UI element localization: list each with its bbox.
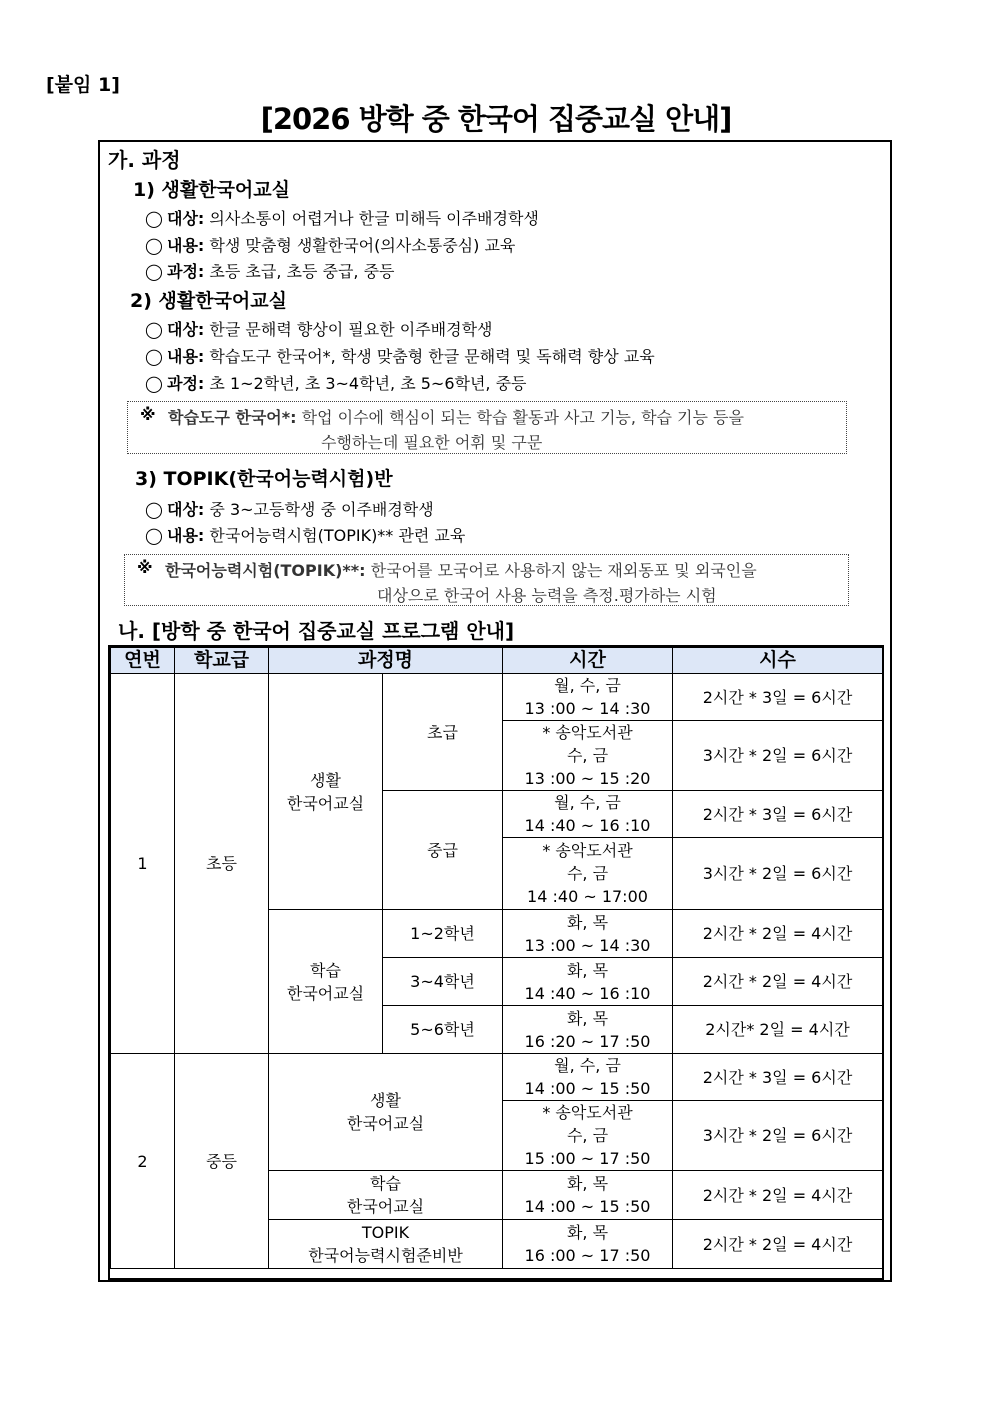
circle-bullet-icon: ◯ — [145, 320, 163, 339]
hours-cell: 2시간 * 2일 = 4시간 — [673, 1220, 883, 1269]
grade-5-6: 5~6학년 — [383, 1006, 503, 1054]
circle-bullet-icon: ◯ — [145, 347, 163, 366]
item-label: 과정: — [167, 374, 205, 393]
time-cell: * 송악도서관 수, 금 15 :00 ~ 17 :50 — [503, 1101, 673, 1171]
time-cell: 월, 수, 금 14 :00 ~ 15 :50 — [503, 1054, 673, 1101]
item-text: 초 1~2학년, 초 3~4학년, 초 5~6학년, 중등 — [209, 374, 527, 393]
header-hours: 시수 — [673, 648, 883, 674]
program-table — [110, 647, 883, 1269]
course-3-item-target — [145, 497, 434, 520]
item-label: 대상: — [167, 209, 205, 228]
time-cell: 화, 목 14 :40 ~ 16 :10 — [503, 958, 673, 1006]
time-cell: * 송악도서관 수, 금 14 :40 ~ 17:00 — [503, 838, 673, 910]
time-cell: * 송악도서관 수, 금 13 :00 ~ 15 :20 — [503, 721, 673, 791]
note-line-2: 수행하는데 필요한 어휘 및 구문 — [321, 433, 543, 452]
item-label: 내용: — [167, 236, 205, 255]
course-2-item-process — [145, 371, 527, 394]
section-a-heading: 가. 과정 — [108, 148, 181, 172]
item-label: 대상: — [167, 500, 205, 519]
hours-cell: 3시간 * 2일 = 6시간 — [673, 838, 883, 910]
hours-cell: 2시간 * 2일 = 4시간 — [673, 958, 883, 1006]
course-study-korean: 학습 한국어교실 — [269, 910, 383, 1054]
item-text: 초등 초급, 초등 중급, 중등 — [209, 262, 395, 281]
hours-cell: 2시간 * 3일 = 6시간 — [673, 674, 883, 721]
circle-bullet-icon: ◯ — [145, 374, 163, 393]
header-no: 연번 — [111, 648, 175, 674]
time-cell: 화, 목 16 :20 ~ 17 :50 — [503, 1006, 673, 1054]
course-3-heading: 3) TOPIK(한국어능력시험)반 — [135, 468, 393, 490]
note-term: 한국어능력시험(TOPIK)**: — [165, 561, 366, 580]
item-text: 학습도구 한국어*, 학생 맞춤형 한글 문해력 및 독해력 향상 교육 — [209, 347, 655, 366]
course-topik: TOPIK 한국어능력시험준비반 — [269, 1220, 503, 1269]
item-label: 과정: — [167, 262, 205, 281]
course-life-korean: 생활 한국어교실 — [269, 674, 383, 910]
time-cell: 화, 목 13 :00 ~ 14 :30 — [503, 910, 673, 958]
course-life-korean: 생활 한국어교실 — [269, 1054, 503, 1171]
header-level: 학교급 — [175, 648, 269, 674]
course-1-item-content — [145, 233, 515, 256]
grade-3-4: 3~4학년 — [383, 958, 503, 1006]
row-level: 초등 — [175, 674, 269, 1054]
item-label: 대상: — [167, 320, 205, 339]
circle-bullet-icon: ◯ — [145, 500, 163, 519]
course-2-item-target — [145, 317, 493, 340]
row-no: 2 — [111, 1054, 175, 1269]
item-text: 한국어능력시험(TOPIK)** 관련 교육 — [209, 526, 466, 545]
course-2-heading: 2) 생활한국어교실 — [130, 290, 287, 312]
note-text-1: 한국어를 모국어로 사용하지 않는 재외동포 및 외국인을 — [370, 561, 757, 580]
circle-bullet-icon: ◯ — [145, 209, 163, 228]
course-beginner: 초급 — [383, 674, 503, 791]
note-line-2: 대상으로 한국어 사용 능력을 측정.평가하는 시험 — [377, 586, 717, 605]
course-intermediate: 중급 — [383, 791, 503, 910]
table-header-row — [111, 648, 883, 674]
item-label: 내용: — [167, 526, 205, 545]
note-study-korean — [127, 401, 847, 454]
note-topik — [124, 554, 849, 606]
hours-cell: 3시간 * 2일 = 6시간 — [673, 1101, 883, 1171]
reference-mark-icon: ※ — [137, 558, 153, 577]
time-cell: 화, 목 14 :00 ~ 15 :50 — [503, 1171, 673, 1220]
note-term: 학습도구 한국어*: — [168, 408, 297, 427]
time-cell: 화, 목 16 :00 ~ 17 :50 — [503, 1220, 673, 1269]
item-text: 한글 문해력 향상이 필요한 이주배경학생 — [209, 320, 493, 339]
item-text: 학생 맞춤형 생활한국어(의사소통중심) 교육 — [209, 236, 516, 255]
item-label: 내용: — [167, 347, 205, 366]
time-cell: 월, 수, 금 13 :00 ~ 14 :30 — [503, 674, 673, 721]
circle-bullet-icon: ◯ — [145, 236, 163, 255]
circle-bullet-icon: ◯ — [145, 262, 163, 281]
course-1-heading: 1) 생활한국어교실 — [133, 179, 290, 201]
hours-cell: 2시간 * 3일 = 6시간 — [673, 1054, 883, 1101]
attachment-label: [붙임 1] — [46, 74, 120, 96]
course-study-korean: 학습 한국어교실 — [269, 1171, 503, 1220]
header-course: 과정명 — [269, 648, 503, 674]
table-row — [111, 1054, 883, 1101]
note-text-1: 학업 이수에 핵심이 되는 학습 활동과 사고 기능, 학습 기능 등을 — [301, 408, 744, 427]
hours-cell: 2시간 * 2일 = 4시간 — [673, 910, 883, 958]
course-1-item-target — [145, 206, 539, 229]
time-cell: 월, 수, 금 14 :40 ~ 16 :10 — [503, 791, 673, 838]
section-b-heading: 나. [방학 중 한국어 집중교실 프로그램 안내] — [118, 619, 515, 643]
row-no: 1 — [111, 674, 175, 1054]
hours-cell: 2시간 * 3일 = 6시간 — [673, 791, 883, 838]
grade-1-2: 1~2학년 — [383, 910, 503, 958]
hours-cell: 3시간 * 2일 = 6시간 — [673, 721, 883, 791]
page-title: [2026 방학 중 한국어 집중교실 안내] — [260, 102, 732, 136]
note-line-1 — [165, 558, 757, 581]
course-1-item-process — [145, 259, 394, 282]
reference-mark-icon: ※ — [140, 405, 156, 424]
course-2-item-content — [145, 344, 655, 367]
item-text: 중 3~고등학생 중 이주배경학생 — [209, 500, 434, 519]
hours-cell: 2시간 * 2일 = 4시간 — [673, 1171, 883, 1220]
course-3-item-content — [145, 523, 465, 546]
row-level: 중등 — [175, 1054, 269, 1269]
hours-cell: 2시간* 2일 = 4시간 — [673, 1006, 883, 1054]
header-time: 시간 — [503, 648, 673, 674]
table-row — [111, 674, 883, 721]
note-line-1 — [168, 405, 744, 428]
circle-bullet-icon: ◯ — [145, 526, 163, 545]
item-text: 의사소통이 어렵거나 한글 미해득 이주배경학생 — [209, 209, 539, 228]
